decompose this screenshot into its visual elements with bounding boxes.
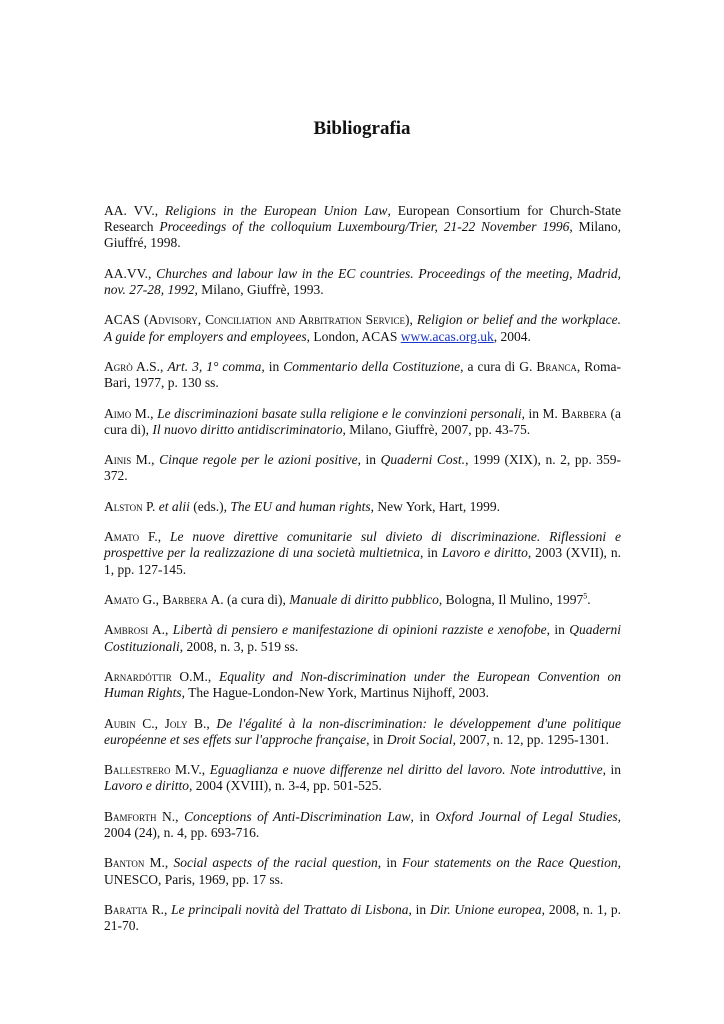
entry-text: M.,: [144, 855, 174, 871]
author-name: Aubin: [104, 715, 136, 731]
entry-italic-text: Lavoro e diritto: [104, 778, 190, 794]
entry-italic-text: Religions in the European Union Law: [165, 203, 388, 218]
bibliography-entry: [104, 855, 621, 887]
entry-italic-text: Equality and Non-discrimination under the European Convention on Human Rights: [104, 668, 621, 701]
entry-text: in: [264, 358, 284, 374]
bibliography-entry: [104, 622, 621, 654]
bibliography-entry: [104, 499, 621, 515]
author-name: Banton: [104, 855, 145, 871]
entry-italic-text: Religion or belief and the workplace. A guide for employers and employees: [104, 312, 621, 344]
entry-text: N.,: [156, 808, 185, 824]
entry-text: , 2003 (XVII), n. 1, pp. 127-145.: [104, 545, 621, 577]
entry-text: , 2008, n. 3, p. 519 ss.: [179, 638, 299, 654]
entry-italic-text: Cinque regole per le azioni positive: [159, 452, 358, 468]
page-title: Bibliografia: [313, 118, 411, 139]
author-name: Amato: [104, 529, 140, 545]
author-name: Aimo: [104, 405, 132, 421]
author-name: Branca: [536, 358, 577, 374]
entry-italic-text: The EU and human rights: [230, 498, 371, 514]
entry-text: , in: [419, 545, 442, 561]
entry-italic-text: Churches and labour law in the EC countries. Proceedings of the meeting, Madrid, nov. 27-28, 1992,: [104, 265, 621, 297]
entry-text: , in M.: [521, 405, 562, 421]
author-name: Alston: [104, 498, 143, 514]
entry-text: , Milano, Giuffrè, 2007, pp. 43-75.: [342, 421, 531, 437]
entry-text: , 2007, n. 12, pp. 1295-1301.: [452, 731, 609, 747]
entry-italic-text: De l'égalité à la non-discrimination: le développement d'une politique européenne et ses effets sur l'approche française: [104, 715, 621, 747]
entry-italic-text: Dir. Unione europea: [429, 901, 542, 917]
bibliography-entry: [104, 669, 621, 701]
entry-text: A.,: [148, 622, 173, 638]
entry-italic-text: Libertà di pensiero e manifestazione di opinioni razziste e xenofobe: [172, 622, 547, 638]
author-name: Agrò: [104, 358, 133, 374]
entry-text: O.M.,: [171, 668, 219, 684]
author-name: Amato: [104, 591, 140, 607]
author-name: Arnardóttir: [104, 668, 172, 684]
author-name: Baratta: [104, 901, 148, 917]
entry-text: M.,: [131, 452, 160, 468]
edition-superscript: 5: [583, 591, 588, 601]
entry-text: , European Consortium for Church-State Research: [104, 203, 621, 235]
entry-text: , Roma-Bari, 1977, p. 130 ss.: [104, 358, 622, 391]
entry-text: , in: [377, 855, 403, 871]
entry-text: AA.VV.,: [104, 265, 157, 281]
entry-italic-text: Il nuovo diritto antidiscriminatorio: [152, 421, 343, 437]
entry-text: M.,: [131, 405, 158, 421]
entry-text: , 2004 (24), n. 4, pp. 693-716.: [104, 808, 621, 840]
entry-text: ),: [404, 312, 417, 328]
author-name: Joly: [164, 715, 188, 731]
entry-text: (a cura di),: [104, 405, 621, 437]
entry-text: A. (a cura di),: [207, 591, 290, 607]
entry-text: , London, ACAS: [306, 328, 401, 344]
bibliography-entry: [104, 312, 621, 344]
entry-text: , in: [410, 808, 436, 824]
entry-text: , 2008, n. 1, p. 21-70.: [104, 901, 621, 934]
entry-italic-text: Oxford Journal of Legal Studies: [435, 808, 618, 824]
entry-italic-text: Quaderni Costituzionali: [104, 622, 621, 654]
entry-italic-text: Le discriminazioni basate sulla religione e le convinzioni personali: [157, 405, 522, 421]
entry-text: , in: [408, 901, 430, 917]
bibliography-entry: [104, 266, 621, 298]
author-name: Ainis: [104, 452, 132, 468]
bibliography-entry: [104, 406, 621, 438]
bibliography-entry: [104, 762, 621, 794]
bibliography-entry: [104, 203, 621, 252]
entry-text: , in: [546, 622, 570, 638]
entry-italic-text: Droit Social: [386, 731, 453, 747]
entry-italic-text: Commentario della Costituzione: [283, 358, 461, 374]
entry-text: , 2004 (XVIII), n. 3-4, pp. 501-525.: [189, 778, 382, 794]
entry-text: ACAS (: [104, 312, 149, 328]
bibliography-entry: [104, 359, 621, 391]
entry-text: B.,: [187, 715, 217, 731]
entry-text: , New York, Hart, 1999.: [370, 498, 500, 514]
entry-italic-text: Lavoro e diritto: [441, 545, 528, 561]
entry-text: , 1999 (XIX), n. 2, pp. 359-372.: [104, 452, 621, 484]
entry-italic-text: Eguaglianza e nuove differenze nel diritto del lavoro. Note introduttive: [209, 762, 603, 778]
entry-italic-text: Proceedings of the colloquium Luxembourg/Trier, 21-22 November 1996: [159, 219, 570, 235]
bibliography-entry: [104, 902, 621, 934]
bibliography-entry: [104, 716, 621, 748]
entry-text: C.,: [135, 715, 165, 731]
bibliography-list: [104, 203, 621, 949]
entry-link[interactable]: www.acas.org.uk: [400, 328, 494, 344]
bibliography-entry: [104, 529, 621, 578]
entry-text: , 2004.: [493, 328, 531, 344]
entry-text: , in: [366, 731, 387, 747]
entry-text: , in: [357, 452, 381, 468]
entry-text: , UNESCO, Paris, 1969, pp. 17 ss.: [104, 855, 621, 887]
entry-text: A.S.,: [132, 358, 168, 374]
entry-text: , in: [602, 762, 621, 778]
entry-text: P.: [142, 498, 159, 514]
bibliography-entry: [104, 809, 621, 841]
entry-italic-text: et alii: [158, 498, 190, 514]
author-name: Advisory, Conciliation and Arbitration Service: [148, 312, 405, 328]
entry-text: , The Hague-London-New York, Martinus Nijhoff, 2003.: [181, 685, 489, 701]
entry-text: R.,: [147, 901, 172, 917]
entry-text: , Bologna, Il Mulino, 1997: [438, 591, 584, 607]
entry-text: .: [587, 591, 591, 607]
entry-text: , a cura di G.: [460, 358, 537, 374]
entry-text: (eds.),: [189, 498, 231, 514]
entry-italic-text: Le principali novità del Trattato di Lisbona: [171, 901, 409, 917]
entry-italic-text: Art. 3, 1° comma,: [167, 358, 265, 374]
entry-text: M.V.,: [170, 762, 210, 778]
entry-italic-text: Conceptions of Anti-Discrimination Law: [184, 808, 411, 824]
author-name: Ambrosi: [104, 622, 149, 638]
entry-italic-text: Four statements on the Race Question: [402, 855, 618, 871]
author-name: Ballestrero: [104, 762, 171, 778]
entry-text: F.,: [139, 529, 171, 545]
entry-text: AA. VV.,: [104, 203, 166, 218]
author-name: Barbera: [561, 405, 607, 421]
author-name: Barbera: [162, 591, 208, 607]
entry-italic-text: Quaderni Cost.: [380, 452, 466, 468]
entry-text: G.,: [139, 591, 163, 607]
entry-text: Milano, Giuffrè, 1993.: [197, 282, 324, 297]
entry-italic-text: Le nuove direttive comunitarie sul divieto di discriminazione. Riflessioni e prospettive per la realizzazione di una società multietnica: [104, 529, 621, 561]
entry-text: , Milano, Giuffré, 1998.: [104, 219, 621, 251]
author-name: Bamforth: [104, 808, 157, 824]
bibliography-entry: [104, 452, 621, 484]
bibliography-entry: [104, 592, 621, 608]
entry-italic-text: Manuale di diritto pubblico: [289, 591, 439, 607]
entry-italic-text: Social aspects of the racial question: [173, 855, 378, 871]
